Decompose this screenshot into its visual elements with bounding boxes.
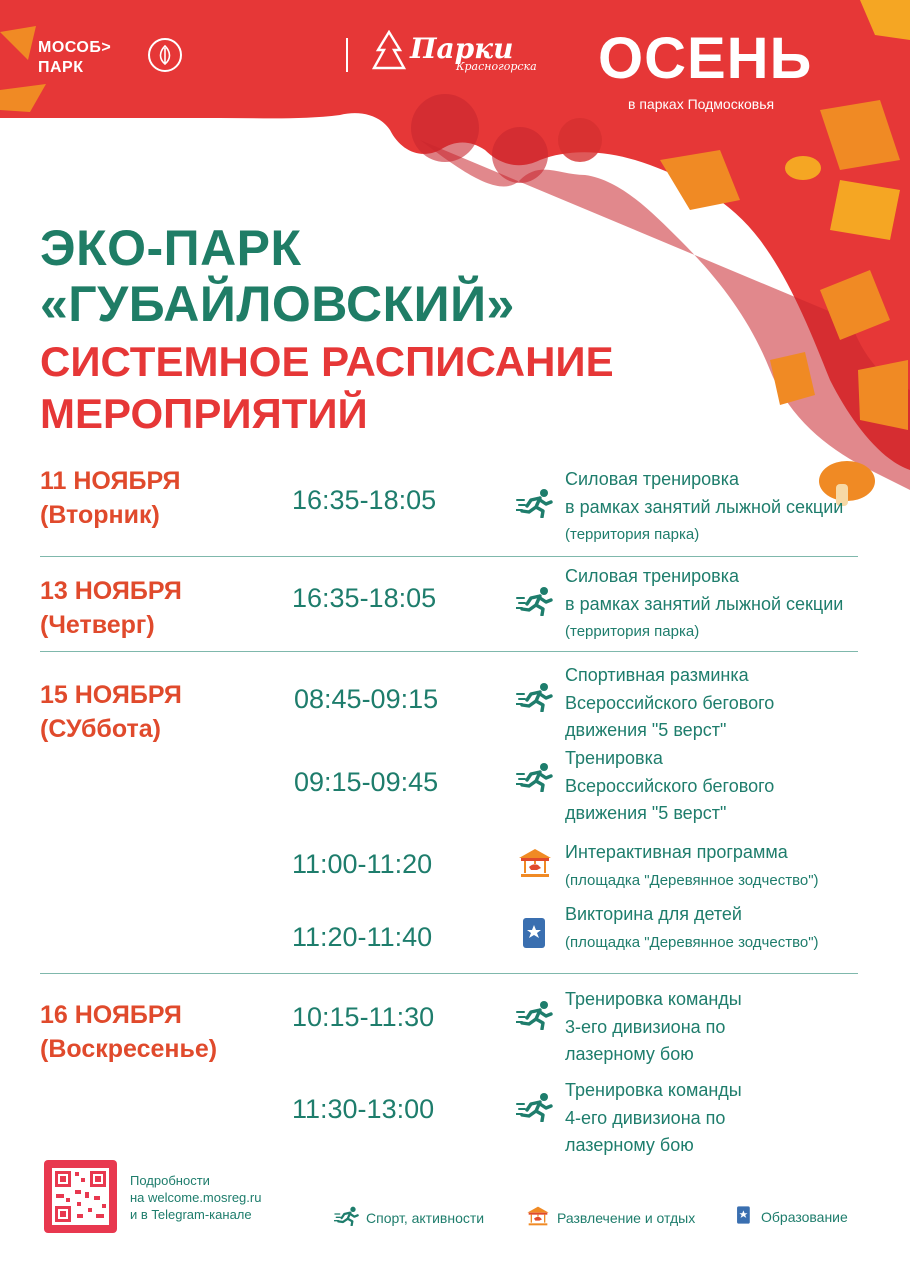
osen-logo bbox=[598, 26, 813, 112]
qr-code[interactable] bbox=[44, 1160, 117, 1233]
details-text bbox=[130, 1172, 261, 1223]
book-icon bbox=[516, 918, 554, 948]
running-icon bbox=[334, 1206, 366, 1229]
event-time: 09:15-09:45 bbox=[294, 767, 439, 797]
date-text: 11 НОЯБРЯ bbox=[40, 467, 181, 495]
running-icon bbox=[516, 762, 554, 792]
mosobpark-logo bbox=[38, 38, 111, 78]
event-note: (площадка "Деревянное зодчество") bbox=[565, 871, 819, 889]
details-line: Подробности bbox=[130, 1173, 210, 1188]
event-note: (площадка "Деревянное зодчество") bbox=[565, 933, 819, 951]
date-label bbox=[40, 678, 182, 746]
weekday-text: (Вторник) bbox=[40, 501, 160, 529]
legend-label: Развлечение и отдых bbox=[557, 1209, 696, 1226]
event-line: Всероссийского бегового bbox=[565, 775, 775, 796]
section-divider bbox=[40, 973, 858, 974]
running-icon bbox=[516, 1000, 554, 1030]
event-description bbox=[565, 901, 819, 956]
legend-sport bbox=[334, 1206, 484, 1229]
event-time: 16:35-18:05 bbox=[292, 583, 437, 613]
event-line: Тренировка команды bbox=[565, 989, 742, 1009]
header-divider bbox=[346, 38, 348, 72]
event-line: движения "5 верст" bbox=[565, 803, 727, 823]
event-line: Силовая тренировка bbox=[565, 566, 740, 586]
park-title-line2: «ГУБАЙЛОВСКИЙ» bbox=[40, 276, 515, 332]
legend-label: Спорт, активности bbox=[366, 1209, 485, 1226]
event-description bbox=[565, 986, 742, 1069]
mosobpark-logo-line1: МОСОБ> bbox=[38, 39, 112, 56]
date-text: 13 НОЯБРЯ bbox=[40, 577, 182, 605]
event-time: 11:00-11:20 bbox=[292, 849, 433, 879]
legend-education bbox=[733, 1206, 848, 1227]
event-line: Тренировка команды bbox=[565, 1080, 742, 1100]
event-line: в рамках занятий лыжной секции bbox=[565, 593, 844, 614]
running-icon bbox=[516, 586, 554, 616]
date-label bbox=[40, 574, 182, 642]
book-icon bbox=[733, 1206, 761, 1227]
event-line: 3-его дивизиона по bbox=[565, 1016, 726, 1037]
details-line: и в Telegram-канале bbox=[130, 1207, 252, 1222]
event-line: Силовая тренировка bbox=[565, 469, 740, 489]
osen-logo-text: ОСЕНЬ bbox=[598, 26, 813, 91]
running-icon bbox=[516, 488, 554, 518]
osen-logo-subtext: в парках Подмосковья bbox=[628, 96, 775, 112]
section-divider bbox=[40, 651, 858, 652]
schedule-title-line1: СИСТЕМНОЕ РАСПИСАНИЕ bbox=[40, 338, 614, 385]
event-time: 16:35-18:05 bbox=[292, 485, 437, 515]
event-line: Викторина для детей bbox=[565, 904, 742, 924]
event-time: 11:20-11:40 bbox=[292, 922, 433, 952]
event-line: лазерному бою bbox=[565, 1044, 694, 1064]
parki-logo-text: Парки bbox=[410, 32, 514, 65]
event-description bbox=[565, 839, 819, 894]
event-description bbox=[565, 563, 843, 646]
event-line: движения "5 верст" bbox=[565, 720, 727, 740]
event-line: Спортивная разминка bbox=[565, 665, 749, 685]
legend-entertainment bbox=[525, 1206, 695, 1229]
schedule-title-line2: МЕРОПРИЯТИЙ bbox=[40, 390, 368, 437]
event-line: лазерному бою bbox=[565, 1135, 694, 1155]
event-note: (территория парка) bbox=[565, 623, 700, 640]
event-time: 10:15-11:30 bbox=[292, 1002, 435, 1032]
date-label bbox=[40, 464, 181, 532]
mosobpark-logo-line2: ПАРК bbox=[38, 59, 84, 76]
event-description bbox=[565, 662, 774, 745]
event-line: Всероссийского бегового bbox=[565, 692, 775, 713]
details-link[interactable]: на welcome.mosreg.ru bbox=[130, 1190, 262, 1205]
date-text: 15 НОЯБРЯ bbox=[40, 681, 182, 709]
weekday-text: (Воскресенье) bbox=[40, 1035, 218, 1063]
event-description bbox=[565, 466, 843, 549]
park-title bbox=[40, 220, 515, 332]
section-divider bbox=[40, 556, 858, 557]
event-line: Интерактивная программа bbox=[565, 842, 788, 862]
event-time: 08:45-09:15 bbox=[294, 684, 439, 714]
event-description bbox=[565, 1077, 742, 1160]
event-time: 11:30-13:00 bbox=[292, 1094, 435, 1124]
event-note: (территория парка) bbox=[565, 526, 700, 543]
weekday-text: (СУббота) bbox=[40, 715, 161, 743]
event-line: в рамках занятий лыжной секции bbox=[565, 496, 844, 517]
parki-krasnogorska-logo bbox=[372, 30, 537, 77]
leaf-emblem-icon bbox=[148, 38, 182, 72]
legend-label: Образование bbox=[761, 1208, 848, 1225]
carousel-icon bbox=[516, 848, 554, 878]
event-line: Тренировка bbox=[565, 748, 663, 768]
carousel-icon bbox=[525, 1206, 557, 1229]
weekday-text: (Четверг) bbox=[40, 611, 155, 639]
date-text: 16 НОЯБРЯ bbox=[40, 1001, 182, 1029]
running-icon bbox=[516, 682, 554, 712]
date-label bbox=[40, 998, 217, 1066]
event-description bbox=[565, 745, 774, 828]
parki-logo-subtext: Красногорска bbox=[456, 60, 537, 73]
event-line: 4-его дивизиона по bbox=[565, 1107, 726, 1128]
music-tree-icon bbox=[372, 30, 406, 72]
schedule-title bbox=[40, 336, 614, 440]
running-icon bbox=[516, 1092, 554, 1122]
park-title-line1: ЭКО-ПАРК bbox=[40, 220, 302, 276]
